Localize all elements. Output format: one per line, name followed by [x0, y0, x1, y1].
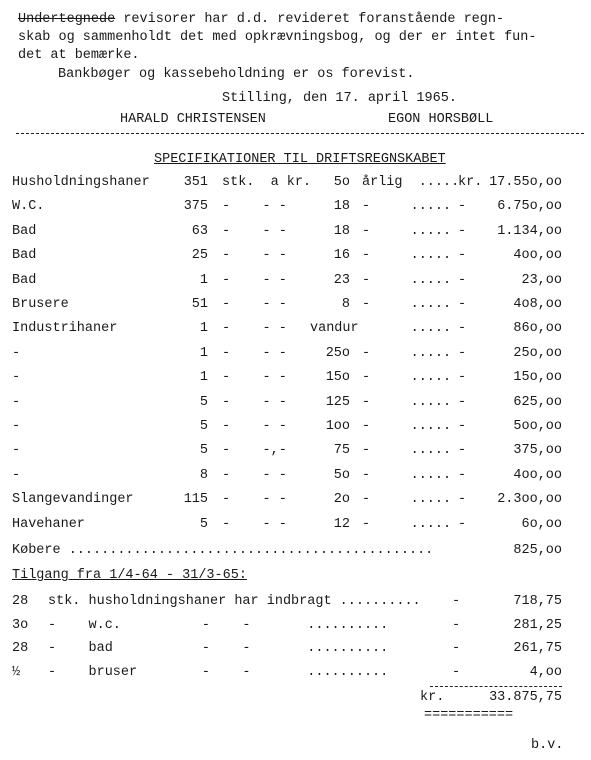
row-amount: 23,oo [521, 273, 562, 288]
row-amount: 625,oo [513, 395, 562, 410]
row-mid: - ..... [362, 419, 452, 434]
tilgang-amount: 718,75 [513, 594, 562, 609]
tilgang-qty: 28 [12, 641, 29, 656]
row-qty: 63 [191, 224, 208, 239]
row-mid: - ..... [362, 248, 452, 263]
row-amount: 2.3oo,oo [497, 492, 562, 507]
intro-line-1 [18, 12, 504, 28]
row-unit: - - - [222, 273, 287, 288]
row-name: Bad [12, 273, 37, 288]
row-price: 1oo [325, 419, 350, 434]
tilgang-text: stk. husholdningshaner har indbragt .......... [48, 594, 421, 609]
row-mid: årlig ..... [362, 175, 460, 190]
tilgang-title: Tilgang fra 1/4-64 - 31/3-65: [12, 568, 247, 583]
row-name: Brusere [12, 297, 69, 312]
tilgang-text: - w.c. - - .......... [48, 618, 389, 633]
row-amount: 6.75o,oo [497, 199, 562, 214]
row-mid: - ..... [362, 468, 452, 483]
row-qty: 351 [183, 175, 208, 190]
row-unit: - - - [222, 370, 287, 385]
row-price: 25o [325, 346, 350, 361]
row-unit: - -,- [222, 443, 287, 458]
row-name: W.C. [12, 199, 45, 214]
tilgang-qty: ½ [12, 665, 21, 680]
row-unit: - - - [222, 419, 287, 434]
row-price: 75 [333, 443, 350, 458]
row-amount: 4o8,oo [513, 297, 562, 312]
intro-line-4: Bankbøger og kassebeholdning er os forevist. [58, 67, 415, 82]
row-qty: 1 [199, 346, 208, 361]
row-name: - [12, 395, 21, 410]
row-name: - [12, 419, 21, 434]
row-unit: stk. a kr. [222, 175, 312, 190]
row-qty: 375 [183, 199, 208, 214]
row-qty: 1 [199, 370, 208, 385]
row-amount: 86o,oo [513, 321, 562, 336]
row-name: - [12, 346, 21, 361]
sum-rule [430, 686, 562, 687]
row-amount: 6o,oo [521, 517, 562, 532]
continued-note: b.v. [531, 738, 564, 753]
tilgang-qty: 3o [12, 618, 29, 633]
row-unit: - - - [222, 321, 287, 336]
row-qty: 5 [199, 443, 208, 458]
row-kr: - [458, 419, 467, 434]
row-price: 12 [333, 517, 350, 532]
row-name: Havehaner [12, 517, 85, 532]
row-unit: - - - [222, 468, 287, 483]
row-name: - [12, 443, 21, 458]
row-amount: 1.134,oo [497, 224, 562, 239]
row-qty: 5 [199, 517, 208, 532]
row-mid: - ..... [362, 517, 452, 532]
tilgang-amount: 4,oo [529, 665, 562, 680]
intro-line-1-text: revisorer har d.d. revideret foranstående regn- [115, 12, 505, 27]
row-kr: - [458, 492, 467, 507]
row-mid: ..... [362, 321, 452, 336]
tilgang-kr: - [452, 618, 461, 633]
row-price: 15o [325, 370, 350, 385]
row-kr: - [458, 297, 467, 312]
row-amount: 375,oo [513, 443, 562, 458]
row-name: - [12, 370, 21, 385]
row-unit: - - - [222, 395, 287, 410]
row-kr: - [458, 346, 467, 361]
tilgang-kr: - [452, 594, 461, 609]
intro-line-2: skab og sammenholdt det med opkrævningsbog, og der er intet fun- [18, 30, 537, 45]
tilgang-amount: 281,25 [513, 618, 562, 633]
total-double-underline: =========== [424, 708, 514, 723]
row-unit: - - - [222, 224, 287, 239]
place-date: Stilling, den 17. april 1965. [222, 91, 457, 106]
row-amount: 5oo,oo [513, 419, 562, 434]
row-price: 2o [333, 492, 350, 507]
row-amount: 15o,oo [513, 370, 562, 385]
struck-word: Undertegnede [18, 12, 116, 27]
row-kr: - [458, 468, 467, 483]
row-qty: 1 [199, 273, 208, 288]
row-name: Slangevandinger [12, 492, 134, 507]
row-name: Bad [12, 224, 37, 239]
row-amount: 4oo,oo [513, 248, 562, 263]
row-unit: - - - [222, 517, 287, 532]
row-mid: - ..... [362, 443, 452, 458]
row-price: 16 [333, 248, 350, 263]
row-kr: - [458, 248, 467, 263]
total-amount: 33.875,75 [489, 690, 562, 705]
row-mid: - ..... [362, 273, 452, 288]
row-kr: - [458, 199, 467, 214]
row-unit: - - - [222, 492, 287, 507]
row-unit: - - - [222, 297, 287, 312]
row-qty: 5 [199, 419, 208, 434]
row-unit: - - - [222, 346, 287, 361]
row-mid: - ..... [362, 395, 452, 410]
row-amount: 17.55o,oo [489, 175, 562, 190]
row-name: Husholdningshaner [12, 175, 150, 190]
row-price: 23 [333, 273, 350, 288]
row-unit: - - - [222, 199, 287, 214]
row-kr: - [458, 517, 467, 532]
row-price: vandur [310, 321, 359, 336]
row-name: - [12, 468, 21, 483]
signature-rule [16, 133, 584, 134]
kobere-label: Købere ............................................. [12, 543, 434, 558]
signature-left: HARALD CHRISTENSEN [120, 112, 266, 127]
row-kr: - [458, 224, 467, 239]
row-price: 5o [333, 468, 350, 483]
tilgang-kr: - [452, 641, 461, 656]
row-kr: - [458, 395, 467, 410]
row-kr: - [458, 321, 467, 336]
row-qty: 5 [199, 395, 208, 410]
row-qty: 8 [199, 468, 208, 483]
intro-line-3: det at bemærke. [18, 48, 140, 63]
row-kr: kr. [458, 175, 483, 190]
row-price: 8 [341, 297, 350, 312]
row-price: 18 [333, 224, 350, 239]
row-mid: - ..... [362, 297, 452, 312]
row-price: 5o [333, 175, 350, 190]
signature-right: EGON HORSBØLL [388, 112, 494, 127]
row-mid: - ..... [362, 224, 452, 239]
row-kr: - [458, 443, 467, 458]
row-mid: - ..... [362, 346, 452, 361]
row-qty: 115 [183, 492, 208, 507]
row-price: 125 [325, 395, 350, 410]
row-unit: - - - [222, 248, 287, 263]
kobere-amount: 825,oo [513, 543, 562, 558]
row-kr: - [458, 370, 467, 385]
row-qty: 51 [191, 297, 208, 312]
total-label: kr. [420, 690, 445, 705]
row-amount: 25o,oo [513, 346, 562, 361]
row-mid: - ..... [362, 199, 452, 214]
row-mid: - ..... [362, 492, 452, 507]
tilgang-amount: 261,75 [513, 641, 562, 656]
row-name: Bad [12, 248, 37, 263]
row-qty: 25 [191, 248, 208, 263]
row-qty: 1 [199, 321, 208, 336]
tilgang-qty: 28 [12, 594, 29, 609]
row-price: 18 [333, 199, 350, 214]
tilgang-text: - bad - - .......... [48, 641, 389, 656]
tilgang-text: - bruser - - .......... [48, 665, 389, 680]
row-amount: 4oo,oo [513, 468, 562, 483]
row-kr: - [458, 273, 467, 288]
row-mid: - ..... [362, 370, 452, 385]
spec-title: SPECIFIKATIONER TIL DRIFTSREGNSKABET [154, 152, 446, 167]
tilgang-kr: - [452, 665, 461, 680]
row-name: Industrihaner [12, 321, 118, 336]
